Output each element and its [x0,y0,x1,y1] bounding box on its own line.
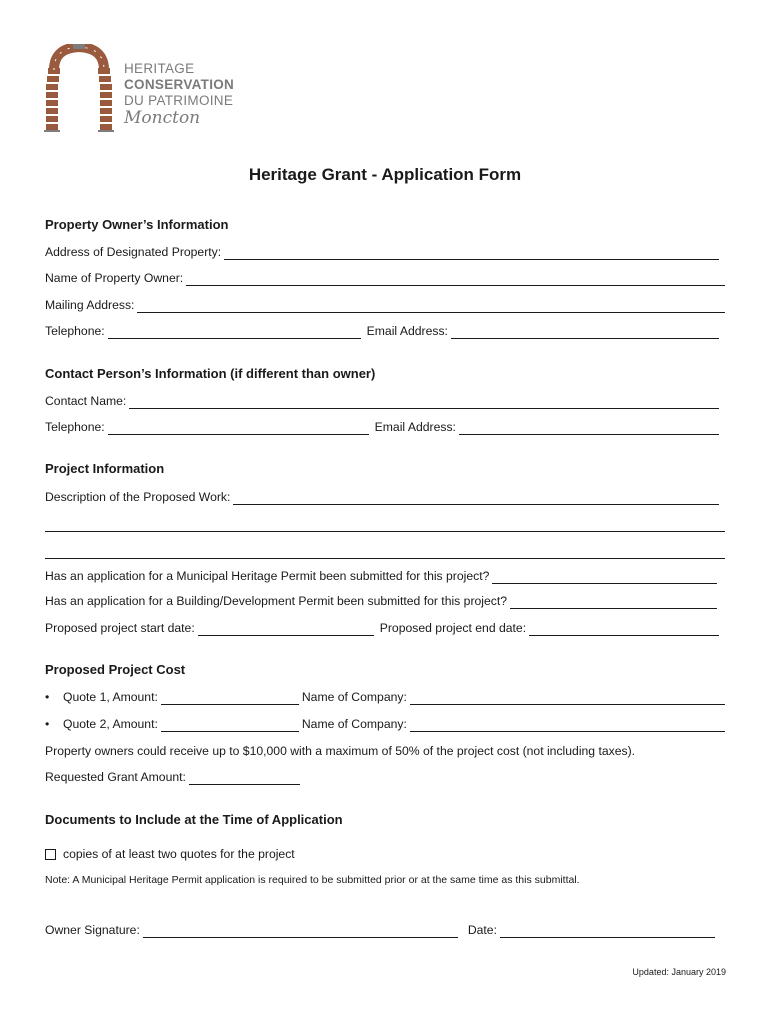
requested-amount-field[interactable] [189,773,300,785]
logo-line-heritage: HERITAGE [124,61,195,76]
address-row [45,244,725,260]
address-label: Address of Designated Property: [45,245,222,259]
building-permit-row [45,593,725,609]
signature-row [45,922,725,938]
owner-telephone-field[interactable] [108,327,361,339]
quote2-company-field[interactable] [410,720,725,732]
logo-line-patrimoine: DU PATRIMOINE [124,93,234,108]
description-label: Description of the Proposed Work: [45,490,231,504]
quote2-row [45,716,725,732]
quote1-label: Quote 1, Amount: [63,690,158,704]
end-date-label: Proposed project end date: [379,621,527,635]
requested-row [45,769,725,785]
heritage-permit-field[interactable] [492,572,717,584]
owner-signature-field[interactable] [143,926,458,938]
owner-name-row [45,270,725,286]
logo-moncton-script: Moncton [124,108,201,128]
owner-name-field[interactable] [186,274,725,286]
start-date-field[interactable] [198,624,374,636]
owner-signature-label: Owner Signature: [45,923,140,937]
dates-row [45,620,725,636]
requested-label: Requested Grant Amount: [45,770,186,784]
owner-email-label: Email Address: [366,324,448,338]
owner-email-field[interactable] [451,327,719,339]
project-heading: Project Information [45,461,165,476]
quotes-checkbox-row [45,846,725,862]
quote1-amount-field[interactable] [161,693,299,705]
logo-line-conservation: CONSERVATION [124,77,235,92]
heritage-permit-row [45,568,725,584]
quote1-company-label: Name of Company: [301,690,407,704]
contact-heading: Contact Person’s Information (if different than owner) [45,366,376,381]
contact-email-field[interactable] [459,423,719,435]
owner-contact-row [45,323,725,339]
mailing-field[interactable] [137,301,725,313]
owner-telephone-label: Telephone: [45,324,105,338]
form-title: Heritage Grant - Application Form [248,165,522,184]
documents-note: Note: A Municipal Heritage Permit application is required to be submitted prior or at the same time as this submittal. [45,874,580,886]
quote2-amount-field[interactable] [161,720,299,732]
description-field[interactable] [233,493,719,505]
brick-arch-icon [44,44,114,132]
heritage-permit-label: Has an application for a Municipal Heritage Permit been submitted for this project? [45,569,490,583]
date-field[interactable] [500,926,715,938]
cost-heading: Proposed Project Cost [45,662,186,677]
mailing-row [45,297,725,313]
end-date-field[interactable] [529,624,719,636]
description-field-line-2[interactable] [45,520,725,532]
contact-telephone-field[interactable] [108,423,369,435]
quote2-company-label: Name of Company: [301,717,407,731]
contact-telephone-label: Telephone: [45,420,105,434]
contact-name-field[interactable] [129,397,719,409]
description-row [45,489,725,505]
owner-name-label: Name of Property Owner: [45,271,184,285]
quote1-company-field[interactable] [410,693,725,705]
owner-heading: Property Owner’s Information [45,217,229,232]
description-line-3 [45,543,725,559]
logo-text [124,61,234,126]
start-date-label: Proposed project start date: [45,621,195,635]
quote1-row [45,689,725,705]
documents-heading: Documents to Include at the Time of Application [45,812,343,827]
description-field-line-3[interactable] [45,547,725,559]
contact-email-label: Email Address: [374,420,456,434]
date-label: Date: [467,923,497,937]
building-permit-label: Has an application for a Building/Development Permit been submitted for this project? [45,594,508,608]
building-permit-field[interactable] [510,597,717,609]
contact-name-label: Contact Name: [45,394,127,408]
quotes-checkbox-label: copies of at least two quotes for the project [63,847,295,861]
updated-footer: Updated: January 2019 [632,967,726,977]
bullet-icon: • [45,690,50,704]
address-field[interactable] [224,248,719,260]
quote2-label: Quote 2, Amount: [63,717,158,731]
contact-contact-row [45,419,725,435]
mailing-label: Mailing Address: [45,298,135,312]
contact-name-row [45,393,725,409]
quotes-checkbox[interactable] [45,849,56,860]
cost-info-text: Property owners could receive up to $10,000 with a maximum of 50% of the project cost (not including taxes). [45,744,636,758]
heritage-logo [44,44,254,144]
description-line-2 [45,516,725,532]
bullet-icon: • [45,717,50,731]
